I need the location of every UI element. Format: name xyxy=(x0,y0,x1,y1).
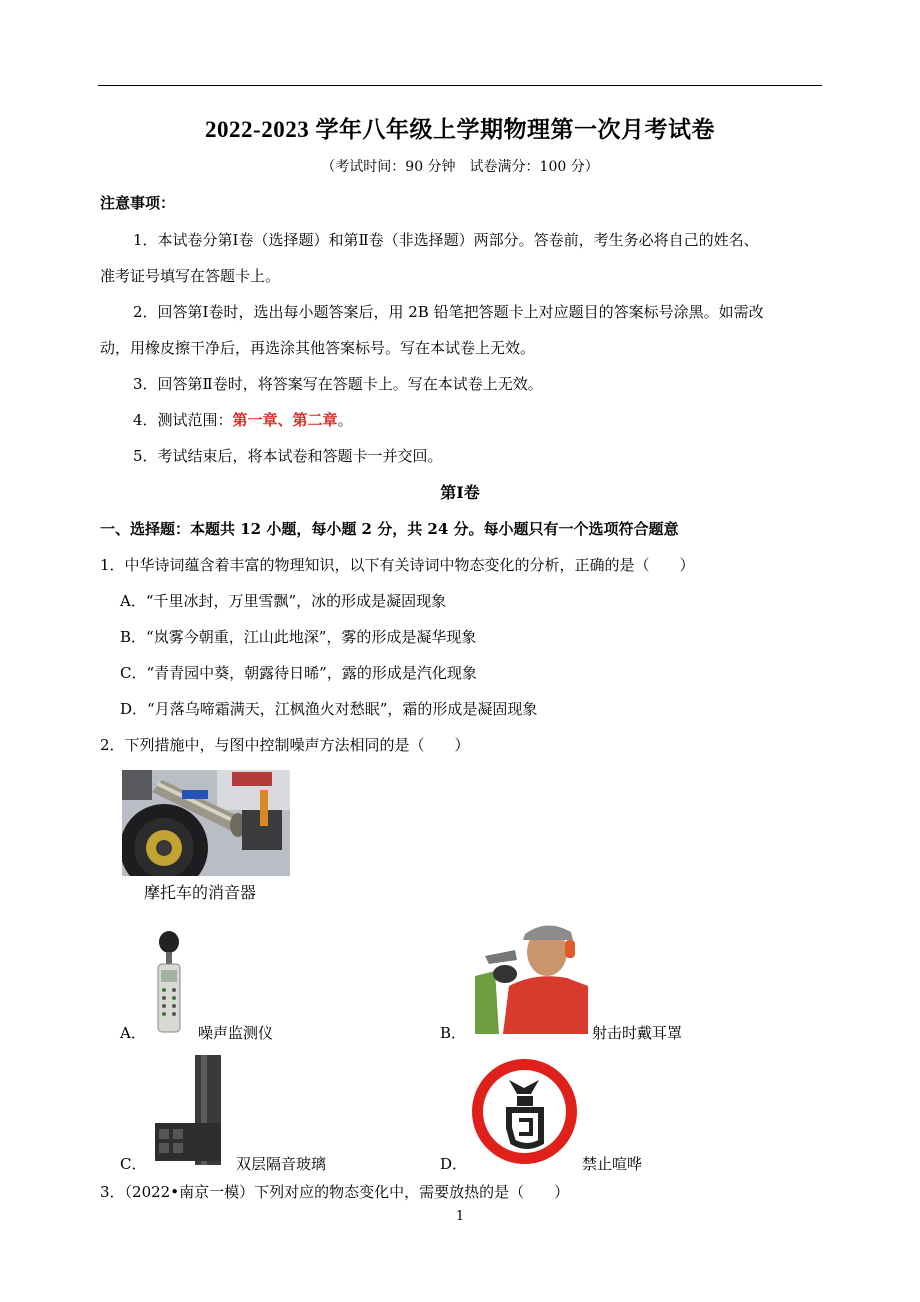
exam-subtitle: （考试时间：90 分钟 试卷满分：100 分） xyxy=(321,159,599,175)
note-1a: 1．本试卷分第Ⅰ卷（选择题）和第Ⅱ卷（非选择题）两部分。答卷前，考生务必将自己的姓名、 xyxy=(133,231,759,249)
q1-option-b: B．“岚雾今朝重，江山此地深”，雾的形成是凝华现象 xyxy=(120,628,477,646)
part-title: 第Ⅰ卷 xyxy=(440,483,480,502)
quiet-prohibition-sign-icon xyxy=(471,1058,578,1165)
note-4-suffix: 。 xyxy=(337,411,353,429)
q1-option-c: C．“青青园中葵，朝露待日晞”，露的形成是汽化现象 xyxy=(120,664,477,682)
double-glazing-frame-icon xyxy=(155,1055,227,1165)
noise-meter-icon xyxy=(152,930,186,1034)
exam-title: 2022-2023 学年八年级上学期物理第一次月考试卷 xyxy=(205,117,715,142)
q2-figure-caption: 摩托车的消音器 xyxy=(144,883,257,902)
header-rule xyxy=(98,85,822,86)
note-5: 5．考试结束后，将本试卷和答题卡一并交回。 xyxy=(133,447,443,465)
q1-option-d: D．“月落乌啼霜满天，江枫渔火对愁眠”，霜的形成是凝固现象 xyxy=(120,700,538,718)
q2-option-d-text: 禁止喧哗 xyxy=(582,1155,643,1173)
section-heading: 一、选择题：本题共 12 小题，每小题 2 分，共 24 分。每小题只有一个选项符合题意 xyxy=(100,520,679,538)
q2-option-a-text: 噪声监测仪 xyxy=(198,1024,274,1042)
note-4-range: 第一章、第二章 xyxy=(232,411,338,429)
q2-option-c-letter: C． xyxy=(120,1155,147,1173)
motorcycle-muffler-photo xyxy=(122,770,290,876)
page-number: 1 xyxy=(455,1209,465,1224)
q2-stem: 2．下列措施中，与图中控制噪声方法相同的是（ ） xyxy=(100,736,470,754)
q2-option-d-letter: D． xyxy=(440,1155,468,1173)
note-2a: 2．回答第Ⅰ卷时，选出每小题答案后，用 2B 铅笔把答题卡上对应题目的答案标号涂黑。如需改 xyxy=(133,303,764,321)
note-4-prefix: 4．测试范围： xyxy=(133,411,233,429)
note-3: 3．回答第Ⅱ卷时，将答案写在答题卡上。写在本试卷上无效。 xyxy=(133,375,543,393)
notes-heading: 注意事项： xyxy=(100,194,176,212)
q2-option-b-letter: B． xyxy=(440,1024,467,1042)
q2-option-a-letter: A． xyxy=(120,1024,146,1042)
q1-stem: 1．中华诗词蕴含着丰富的物理知识，以下有关诗词中物态变化的分析，正确的是（ ） xyxy=(100,556,695,574)
q2-option-c-text: 双层隔音玻璃 xyxy=(236,1155,327,1173)
q1-option-a: A．“千里冰封，万里雪飘”，冰的形成是凝固现象 xyxy=(120,592,447,610)
q3-stem: 3．（2022•南京一模）下列对应的物态变化中，需要放热的是（ ） xyxy=(100,1183,570,1201)
note-2b: 动，用橡皮擦干净后，再选涂其他答案标号。写在本试卷上无效。 xyxy=(100,339,536,357)
q2-option-b-text: 射击时戴耳罩 xyxy=(592,1024,683,1042)
note-1b: 准考证号填写在答题卡上。 xyxy=(100,267,281,285)
note-4 xyxy=(133,410,353,430)
shooter-earmuffs-photo xyxy=(475,916,588,1034)
